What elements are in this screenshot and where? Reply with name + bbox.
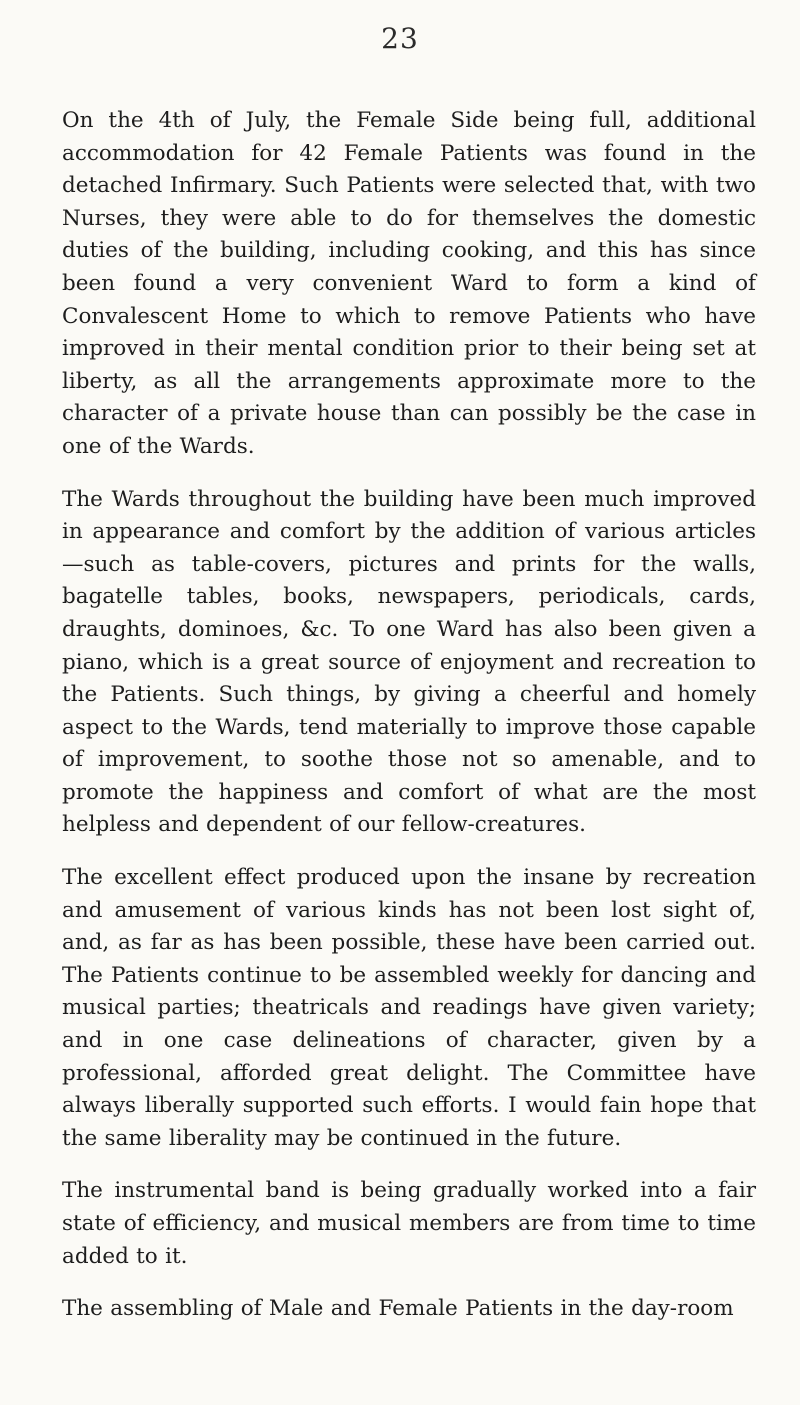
paragraph-recreation: The excellent effect produced upon the insane by recreation and amusement of various kinds has not been lost sight of, and, as far as has been possible, these have been carried out. The Patients continue to be assembled weekly for dancing and musical parties; theatricals and readings have given variety; and in one case delineations of character, given by a professional, afforded great delight. The Committee have always liberally supported such efforts. I would fain hope that the same liberality may be continued in the future. [62, 865, 756, 1151]
paragraph-wards-improved: The Wards throughout the building have been much improved in appearance and comfort by the addition of various articles—such as table-covers, pictures and prints for the walls, bagatelle tables, books, newspapers, periodicals, cards, draughts, dominoes, &c. To one Ward has also been given a piano, which is a great source of enjoyment and recreation to the Patients. Such things, by giving a cheerful and homely aspect to the Wards, tend materially to improve those capable of improvement, to soothe those not so amenable, and to promote the happiness and comfort of what are the most helpless and dependent of our fellow-creatures. [62, 486, 756, 838]
paragraph-infirmary: On the 4th of July, the Female Side being full, additional accommodation for 42 Female Patients was found in the detached Infirmary. Such Patients were selected that, with two Nurses, they were able to do for themselves the domestic duties of the building, including cooking, and this has since been found a very convenient Ward to form a kind of Convalescent Home to which to remove Patients who have improved in their mental condition prior to their being set at liberty, as all the arrangements approximate more to the character of a private house than can possibly be the case in one of the Wards. [62, 108, 756, 459]
page-number: 23 [381, 22, 419, 55]
paragraph-instrumental-band: The instrumental band is being gradually worked into a fair state of efficiency, and musical members are from time to time added to it. [62, 1178, 756, 1269]
text-body [62, 105, 756, 1326]
paragraph-assembling: The assembling of Male and Female Patients in the day-room [62, 1296, 734, 1322]
